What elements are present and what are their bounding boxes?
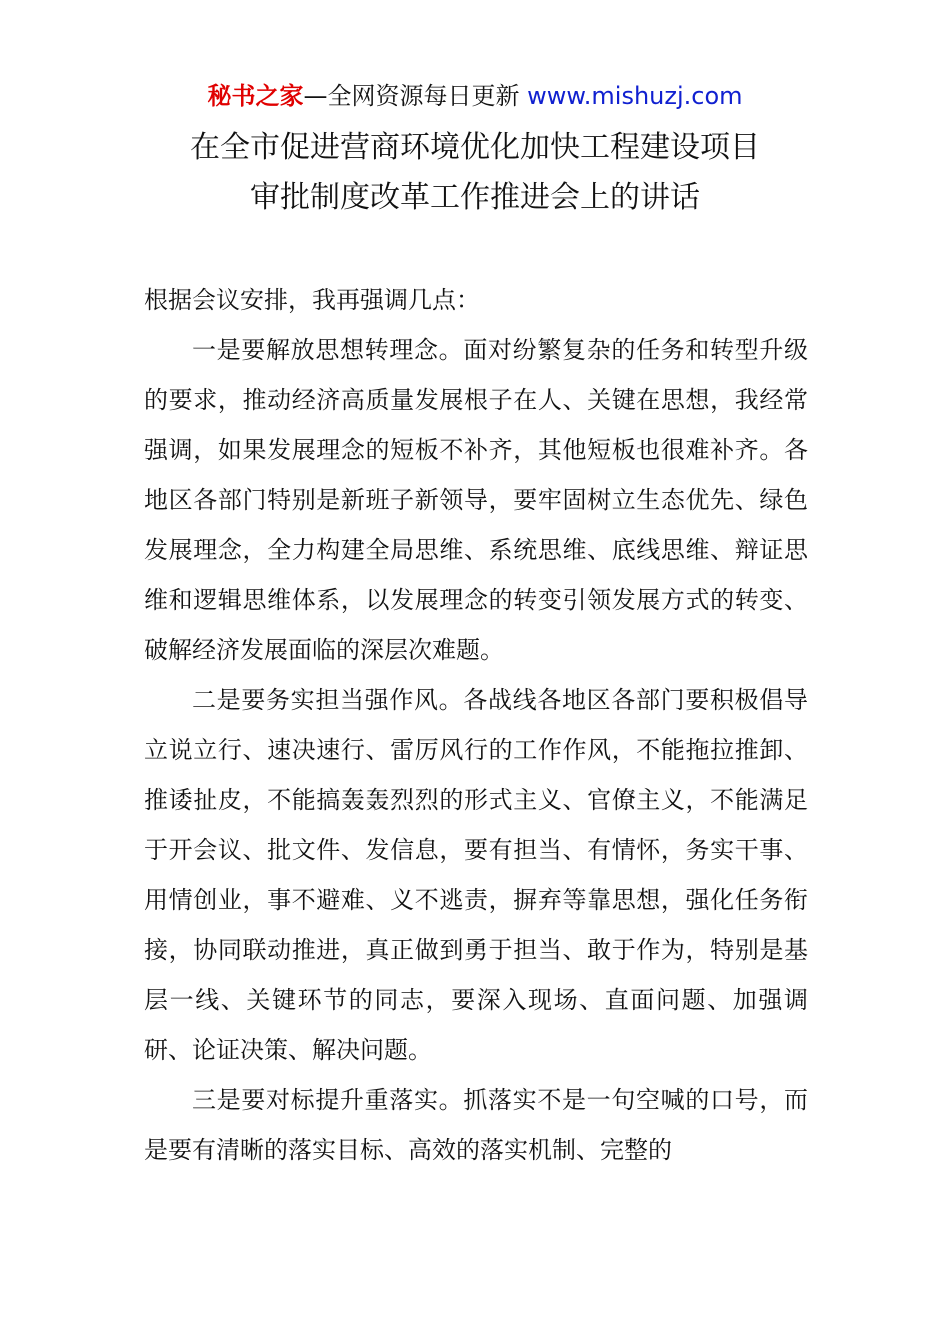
paragraph-1: 一是要解放思想转理念。面对纷繁复杂的任务和转型升级的要求，推动经济高质量发展根子在人、关键在思想，我经常强调，如果发展理念的短板不补齐，其他短板也很难补齐。各地区各部门特别是新班子新领导，要牢固树立生态优先、绿色发展理念，全力构建全局思维、系统思维、底线思维、辩证思维和逻辑思维体系，以发展理念的转变引领发展方式的转变、破解经济发展面临的深层次难题。 — [144, 336, 808, 664]
brand-name: 秘书之家 — [207, 82, 304, 110]
intro-paragraph: 根据会议安排，我再强调几点： — [144, 286, 480, 314]
banner-tagline: —全网资源每日更新 — [303, 82, 528, 110]
paragraph-3: 三是要对标提升重落实。抓落实不是一句空喊的口号，而是要有清晰的落实目标、高效的落实机制、完整的 — [144, 1086, 808, 1164]
document-body — [144, 275, 808, 1175]
document-title-line-2: 审批制度改革工作推进会上的讲话 — [250, 180, 700, 215]
paragraph-2: 二是要务实担当强作风。各战线各地区各部门要积极倡导立说立行、速决速行、雷厉风行的工作作风，不能拖拉推卸、推诿扯皮，不能搞轰轰烈烈的形式主义、官僚主义，不能满足于开会议、批文件、发信息，要有担当、有情怀，务实干事、用情创业，事不避难、义不逃责，摒弃等靠思想，强化任务衔接，协同联动推进，真正做到勇于担当、敢于作为，特别是基层一线、关键环节的同志，要深入现场、直面问题、加强调研、论证决策、解决问题。 — [144, 686, 808, 1064]
site-url-link[interactable]: www.mishuzj.com — [527, 82, 743, 110]
document-title-line-1: 在全市促进营商环境优化加快工程建设项目 — [190, 130, 760, 165]
site-banner — [0, 80, 950, 112]
